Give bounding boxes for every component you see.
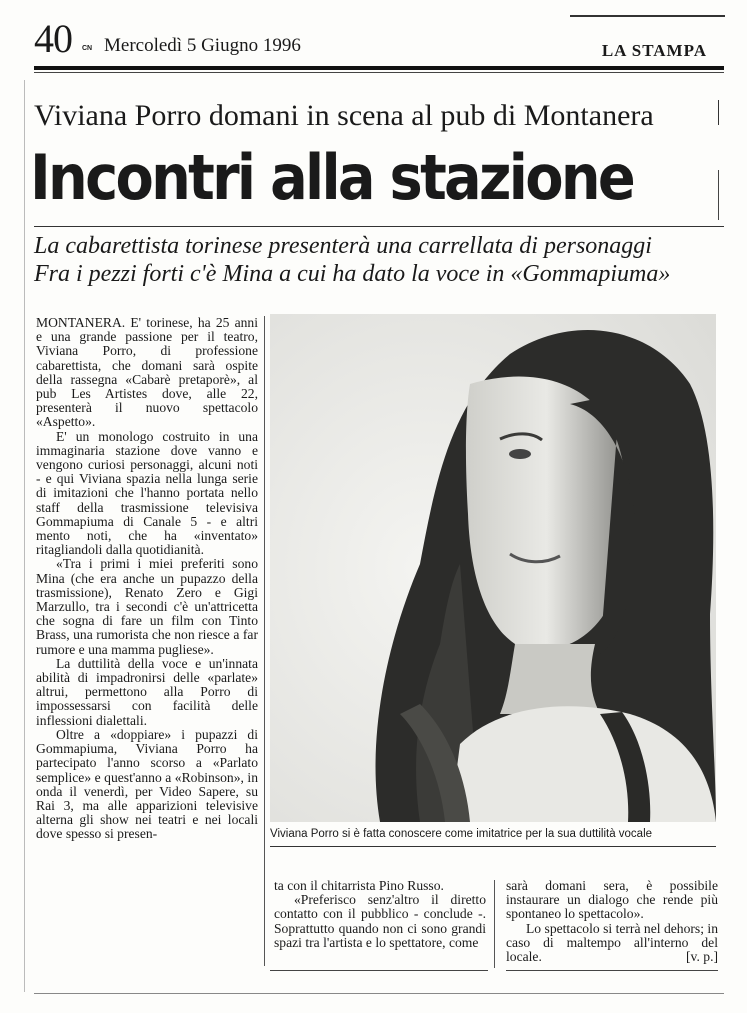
paragraph-8: sarà domani sera, è possibile instaurare un dialogo che rende più spontaneo lo spettacolo». — [506, 878, 718, 922]
issue-date: Mercoledì 5 Giugno 1996 — [104, 35, 301, 56]
paragraph-1: MONTANERA. E' torinese, ha 25 anni e una grande passione per il teatro, Viviana Porro, di professione cabarettista, che domani sarà ospite della rassegna «Cabarè pretaporè», al pub Les Artistes dove, alle 22, presenterà il nuovo spettacolo «Aspetto». — [36, 315, 258, 430]
paragraph-5: Oltre a «doppiare» i pupazzi di Gommapiuma, Viviana Porro ha partecipato l'anno scorso a «Parlato semplice» e quest'anno a «Robinson», in onda il venerdì, per Video Sapere, su Rai 3, ma alle apparizioni televisive alterna gli show nei teatri e nei locali dove spesso si presen- — [36, 726, 258, 842]
paragraph-4: La duttilità della voce e un'innata abilità di impadronirsi delle «parlate» altrui, permettono alla Porro di impossessarsi con facilità delle inflessioni dialettali. — [36, 655, 258, 728]
subhead-line-1: La cabarettista torinese presenterà una carrellata di personaggi — [34, 233, 652, 259]
newspaper-masthead: LA STAMPA — [601, 41, 707, 60]
portrait-illustration — [270, 314, 716, 822]
article-subhead — [34, 232, 724, 288]
paragraph-9-text: Lo spettacolo si terrà nel dehors; in caso di maltempo all'interno del locale. — [506, 920, 718, 965]
left-edge-line — [24, 80, 25, 992]
paragraph-2: E' un monologo costruito in una immaginaria stazione dove vanno e vengono curiosi personaggi, alcuni noti - e qui Viviana spazia nella lunga serie di imitazioni che l'hanno portata nello staff della trasmissione televisiva Gommapiuma di Canale 5 - e altri mento noti, che ha «inventato» ritagliandoli dalla quotidianità. — [36, 428, 258, 558]
article-column-1 — [36, 316, 258, 842]
top-rule — [570, 15, 725, 17]
paragraph-7: «Preferisco senz'altro il diretto contatto con il pubblico - conclude -. Soprattutto quando non ci sono grandi spazi tra l'artista e lo spettatore, come — [274, 892, 486, 950]
footer-rule-2 — [506, 970, 718, 971]
article-column-3 — [506, 879, 718, 964]
header-rule — [34, 66, 724, 70]
article-column-2 — [274, 879, 486, 950]
article-kicker: Viviana Porro domani in scena al pub di Montanera — [34, 99, 654, 132]
page-number: 40 — [34, 16, 72, 61]
subhead-line-2: Fra i pezzi forti c'è Mina a cui ha dato la voce in «Gommapiuma» — [34, 261, 671, 287]
column-divider-2 — [494, 880, 495, 968]
edition-code: CN — [82, 45, 93, 52]
column-divider-1 — [264, 316, 265, 966]
author-signature: [v. p.] — [686, 949, 718, 965]
page-bottom-rule — [34, 993, 724, 994]
header-rule-thin — [34, 72, 724, 73]
right-edge-mark-2 — [718, 170, 719, 220]
paragraph-9 — [506, 922, 718, 965]
subhead-rule — [34, 226, 724, 227]
article-headline: Incontri alla stazione — [30, 141, 634, 214]
paragraph-3: «Tra i primi i miei preferiti sono Mina (che era anche un pupazzo della trasmissione), Renato Zero e Gigi Marzullo, tra i secondi c'è un'attricetta che sogna di fare un film con Tinto Brass, una rumorista che non riesce a far rumore e una mamma pugliese». — [36, 556, 258, 657]
caption-rule — [270, 846, 716, 847]
paragraph-6: ta con il chitarrista Pino Russo. — [274, 878, 444, 893]
photo-caption: Viviana Porro si è fatta conoscere come imitatrice per la sua duttilità vocale — [270, 828, 653, 840]
article-photo — [270, 314, 716, 822]
footer-rule-1 — [270, 970, 488, 971]
